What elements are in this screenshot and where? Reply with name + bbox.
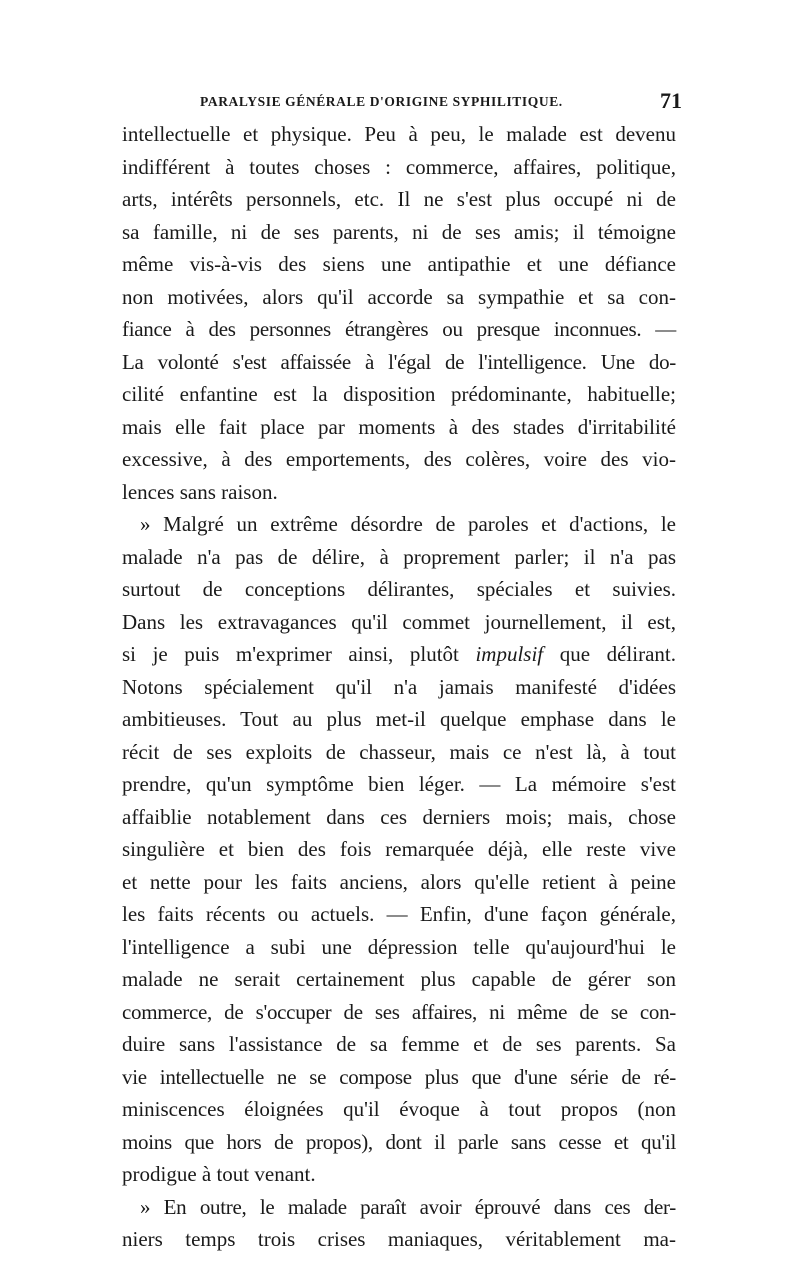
text-line: affaiblie notablement dans ces derniers mois; mais, chose <box>122 804 676 829</box>
text-line: cilité enfantine est la disposition prédominante, habituelle; <box>122 382 676 406</box>
text-line: récit de ses exploits de chasseur, mais ce n'est là, à tout <box>122 739 676 764</box>
text-line: mais elle fait place par moments à des stades d'irritabilité <box>122 414 676 439</box>
text-line: non motivées, alors qu'il accorde sa sympathie et sa con- <box>122 284 676 309</box>
text-line: prodigue à tout venant. <box>122 1162 316 1186</box>
text-line: et nette pour les faits anciens, alors qu'elle retient à peine <box>122 869 676 894</box>
text-line: même vis-à-vis des siens une antipathie et une défiance <box>122 252 676 276</box>
text-line-with-emphasis <box>122 638 676 671</box>
body-text <box>122 118 676 1256</box>
text-line: indifférent à toutes choses : commerce, affaires, politique, <box>122 154 676 179</box>
text-line: prendre, qu'un symptôme bien léger. — La mémoire s'est <box>122 772 676 796</box>
emphasis-word: impulsif <box>475 642 544 666</box>
text-line: surtout de conceptions délirantes, spéciales et suivies. <box>122 577 676 601</box>
text-line: miniscences éloignées qu'il évoque à tout propos (non <box>122 1097 676 1121</box>
text-line: duire sans l'assistance de sa femme et de ses parents. Sa <box>122 1032 676 1056</box>
text-line: singulière et bien des fois remarquée déjà, elle reste vive <box>122 837 676 861</box>
text-line: ambitieuses. Tout au plus met-il quelque emphase dans le <box>122 707 676 731</box>
text-line: arts, intérêts personnels, etc. Il ne s'est plus occupé ni de <box>122 187 676 211</box>
text-line: Notons spécialement qu'il n'a jamais manifesté d'idées <box>122 674 676 699</box>
text-line: sa famille, ni de ses parents, ni de ses amis; il témoigne <box>122 219 676 244</box>
page-number: 71 <box>660 88 682 113</box>
text-line: niers temps trois crises maniaques, véritablement ma- <box>122 1227 676 1251</box>
text-line: intellectuelle et physique. Peu à peu, le malade est devenu <box>122 122 676 146</box>
text-line: excessive, à des emportements, des colères, voire des vio- <box>122 447 676 471</box>
text-segment: que délirant. <box>559 642 677 666</box>
text-line: les faits récents ou actuels. — Enfin, d'une façon générale, <box>122 902 676 926</box>
text-line: vie intellectuelle ne se compose plus que d'une série de ré- <box>122 1064 676 1089</box>
text-line: Dans les extravagances qu'il commet journellement, il est, <box>122 609 676 634</box>
text-line: commerce, de s'occuper de ses affaires, ni même de se con- <box>122 999 676 1024</box>
text-line: » En outre, le malade paraît avoir éprouvé dans ces der- <box>140 1194 676 1219</box>
running-head <box>122 88 682 118</box>
text-line: malade n'a pas de délire, à proprement parler; il n'a pas <box>122 544 676 569</box>
text-line: moins que hors de propos), dont il parle sans cesse et qu'il <box>122 1129 676 1154</box>
running-title: PARALYSIE GÉNÉRALE D'ORIGINE SYPHILITIQUE. <box>200 94 563 109</box>
text-line: malade ne serait certainement plus capable de gérer son <box>122 967 676 991</box>
text-line: La volonté s'est affaissée à l'égal de l'intelligence. Une do- <box>122 349 676 374</box>
text-line: l'intelligence a subi une dépression telle qu'aujourd'hui le <box>122 934 676 959</box>
text-line: fiance à des personnes étrangères ou presque inconnues. — <box>122 317 676 341</box>
text-line: » Malgré un extrême désordre de paroles et d'actions, le <box>140 512 676 536</box>
text-line: lences sans raison. <box>122 479 278 504</box>
text-segment: si je puis m'exprimer ainsi, plutôt <box>122 642 459 666</box>
